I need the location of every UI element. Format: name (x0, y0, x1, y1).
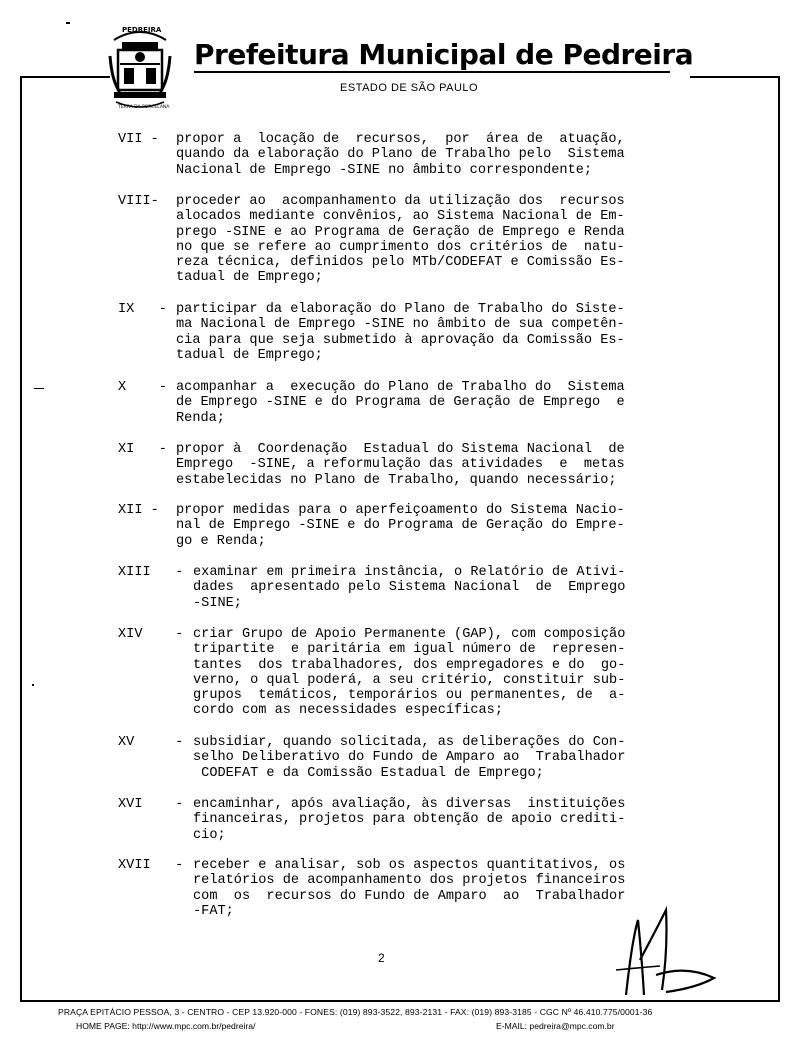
frame-top-left (20, 76, 110, 78)
item-number: IX - (118, 302, 167, 317)
item-text: participar da elaboração do Plano de Trabalho do Siste- ma Nacional de Emprego -SINE no âmbito de sua competên- cia para que seja submetido à aprovação da Comissão Es- tadual de Emprego; (176, 302, 625, 363)
frame-top-right (690, 76, 780, 78)
scan-mark (34, 388, 44, 389)
crest-top-text: PEDREIRA (122, 26, 162, 34)
frame-bottom-border (20, 1000, 780, 1002)
footer-email: E-MAIL: pedreira@mpc.com.br (496, 1021, 615, 1031)
letterhead-subtitle: ESTADO DE SÃO PAULO (340, 82, 479, 94)
item-text: receber e analisar, sob os aspectos quantitativos, os relatórios de acompanhamento dos projetos financeiros com os recursos do Fundo de Amparo ao Trabalhador -FAT; (193, 858, 626, 919)
footer-homepage: HOME PAGE: http://www.mpc.com.br/pedreira/ (76, 1021, 256, 1031)
frame-right-border (778, 77, 780, 1001)
page-number: 2 (378, 951, 385, 965)
item-number: XI - (118, 442, 167, 457)
item-text: criar Grupo de Apoio Permanente (GAP), com composição tripartite e paritária em igual número de represen- tantes dos trabalhadores, dos empregadores e do go- verno, o qual poderá, a seu critério, constituir sub- grupos temáticos, temporários ou permanentes, de a- cordo com as necessidades específicas; (193, 627, 626, 719)
item-number: XIV - (118, 627, 184, 642)
item-text: subsidiar, quando solicitada, as deliberações do Con- selho Deliberativo do Fundo de Amparo ao Trabalhador CODEFAT e da Comissão Estadual de Emprego; (193, 735, 626, 781)
item-text: acompanhar a execução do Plano de Trabalho do Sistema de Emprego -SINE e do Programa de Geração de Emprego e Renda; (176, 380, 625, 426)
item-number: XIII - (118, 565, 184, 580)
scan-mark (66, 22, 70, 24)
item-number: VIII- (118, 194, 159, 209)
item-number: XV - (118, 735, 184, 750)
item-text: propor a locação de recursos, por área de atuação, quando da elaboração do Plano de Trabalho pelo Sistema Nacional de Emprego -SINE no âmbito correspondente; (176, 132, 625, 178)
item-number: X - (118, 380, 167, 395)
title-underline (194, 71, 670, 73)
item-text: encaminhar, após avaliação, às diversas instituições financeiras, projetos para obtenção de apoio crediti- cio; (193, 797, 626, 843)
item-text: propor à Coordenação Estadual do Sistema Nacional de Emprego -SINE, a reformulação das atividades e metas estabelecidas no Plano de Trabalho, quando necessário; (176, 442, 625, 488)
handwritten-signature (596, 900, 726, 1000)
item-number: XII - (118, 503, 159, 518)
item-number: XVII - (118, 858, 184, 873)
item-number: VII - (118, 132, 159, 147)
letterhead-title: Prefeitura Municipal de Pedreira (194, 38, 694, 71)
item-text: examinar em primeira instância, o Relatório de Ativi- dades apresentado pelo Sistema Nacional de Emprego -SINE; (193, 565, 626, 611)
frame-left-border (20, 77, 22, 1001)
item-text: proceder ao acompanhamento da utilização dos recursos alocados mediante convênios, ao Sistema Nacional de Em- prego -SINE e ao Programa de Geração de Emprego e Renda no que se refere ao cumprimento dos critérios de natu- reza técnica, definidos pelo MTb/CODEFAT e Comissão Es- tadual de Emprego; (176, 194, 625, 286)
scan-mark (32, 684, 34, 686)
footer-address: PRAÇA EPITÁCIO PESSOA, 3 - CENTRO - CEP 13.920-000 - FONES: (019) 893-3522, 893-2131 - FAX: (019) 893-3185 - CGC Nº 46.410.775/0001-36 (58, 1007, 653, 1017)
item-number: XVI - (118, 797, 184, 812)
municipal-crest-icon (108, 26, 172, 112)
item-text: propor medidas para o aperfeiçoamento do Sistema Nacio- nal de Emprego -SINE e do Programa de Geração do Empre- go e Renda; (176, 503, 625, 549)
crest-bottom-text: TERRA DA PORCELANA (118, 105, 170, 110)
